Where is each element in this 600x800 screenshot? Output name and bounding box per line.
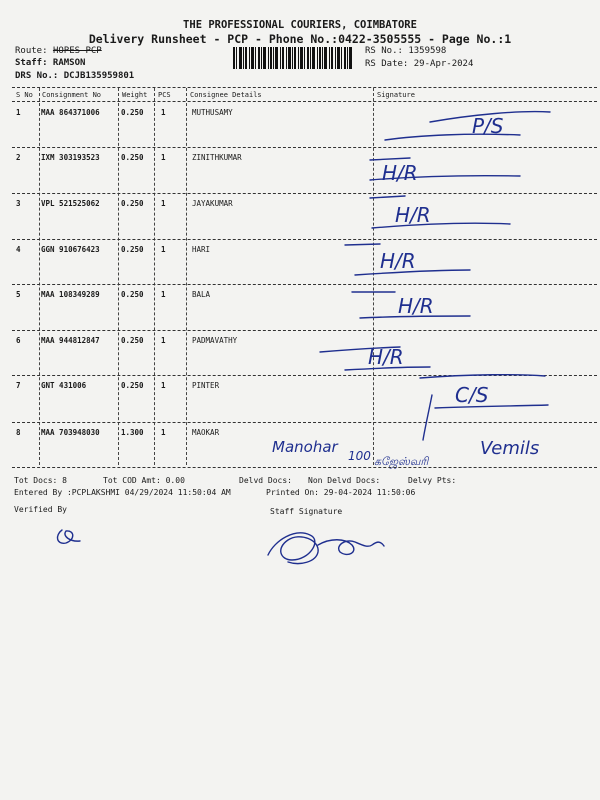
signature-row-5: H/R [398,294,434,318]
staff-line: Staff: RAMSON [15,58,86,68]
cell-sno: 8 [16,428,21,437]
signature-stroke [345,244,380,245]
cell-weight: 0.250 [121,108,144,117]
signature-stroke [370,196,405,198]
handwritten-tamil-name: கஜேஸ்வரி [374,455,429,468]
company-title: THE PROFESSIONAL COURIERS, COIMBATORE [183,19,417,31]
signature-row-4: H/R [380,249,416,273]
cell-consignee: HARI [192,245,211,254]
cell-sno: 1 [16,108,21,117]
cell-consignment-no: MAA 108349289 [41,290,100,299]
signature-stroke [423,395,432,440]
cell-consignment-no: VPL 521525062 [41,199,100,208]
cell-consignment-no: GNT 431006 [41,381,87,390]
col-header-consignee: Consignee Details [190,91,262,99]
col-header-signature: Signature [377,91,415,99]
handwritten-name: Manohar [272,438,338,456]
total-cod-amount: Tot COD Amt: 0.00 [103,476,185,485]
route-label: Route: [15,46,48,56]
rs-date: RS Date: 29-Apr-2024 [365,59,474,69]
summary-rule [12,467,597,468]
cell-consignee: BALA [192,290,211,299]
cell-consignee: PINTER [192,381,220,390]
cell-weight: 0.250 [121,336,144,345]
signature-row-7: C/S [455,383,489,407]
cell-consignment-no: GGN 910676423 [41,245,100,254]
staff-signature-mark [318,540,384,555]
drs-number: DRS No.: DCJB135959801 [15,71,135,81]
cell-pcs: 1 [161,336,166,345]
cell-pcs: 1 [161,245,166,254]
signature-stroke [420,375,545,378]
non-delivered-docs: Non Delvd Docs: [308,476,381,485]
cell-consignee: JAYAKUMAR [192,199,233,208]
delivered-docs: Delvd Docs: [239,476,292,485]
verified-initial [57,530,80,543]
entered-by: Entered By :PCPLAKSHMI 04/29/2024 11:50:04 AM [14,488,231,497]
cell-pcs: 1 [161,108,166,117]
rs-number: RS No.: 1359598 [365,46,447,56]
cell-sno: 6 [16,336,21,345]
signature-row-3: H/R [395,203,431,227]
cell-weight: 0.250 [121,290,144,299]
cell-weight: 0.250 [121,153,144,162]
cell-consignment-no: MAA 703948030 [41,428,100,437]
cell-weight: 0.250 [121,199,144,208]
cell-pcs: 1 [161,428,166,437]
verified-by-label: Verified By [14,505,67,514]
cell-pcs: 1 [161,199,166,208]
cell-pcs: 1 [161,153,166,162]
total-docs: Tot Docs: 8 [14,476,67,485]
route-value: HOPES PCP [52,46,102,56]
signature-stroke [435,405,548,408]
signature-row-6: H/R [368,345,404,369]
cell-pcs: 1 [161,381,166,390]
cell-sno: 2 [16,153,21,162]
cell-sno: 3 [16,199,21,208]
cell-consignment-no: MAA 944812847 [41,336,100,345]
cell-consignee: MUTHUSAMY [192,108,233,117]
cell-weight: 0.250 [121,381,144,390]
delivery-points: Delvy Pts: [408,476,457,485]
cell-consignment-no: IXM 303193523 [41,153,100,162]
printed-on: Printed On: 29-04-2024 11:50:06 [266,488,416,497]
cell-consignment-no: MAA 864371006 [41,108,100,117]
cell-consignee: ZINITHKUMAR [192,153,242,162]
col-header-pcs: PCS [158,91,171,99]
cell-consignee: MAOKAR [192,428,220,437]
cell-sno: 4 [16,245,21,254]
staff-signature-mark [268,533,318,564]
cell-weight: 0.250 [121,245,144,254]
signature-row-8: Vemils [480,438,540,459]
cell-pcs: 1 [161,290,166,299]
cell-consignee: PADMAVATHY [192,336,238,345]
cell-weight: 1.300 [121,428,144,437]
cell-sno: 7 [16,381,21,390]
signature-stroke [370,158,410,160]
col-header-consignment: Consignment No [42,91,102,99]
signature-row-1: P/S [472,114,504,138]
signature-row-2: H/R [382,161,418,185]
staff-signature-label: Staff Signature [270,507,343,516]
col-header-weight: Weight [122,91,148,99]
signature-stroke [372,223,510,228]
col-header-sno: S No [16,91,33,99]
cell-sno: 5 [16,290,21,299]
handwritten-amount: 100 [348,449,371,463]
runsheet-subtitle: Delivery Runsheet - PCP - Phone No.:0422-3505555 - Page No.:1 [88,32,512,46]
